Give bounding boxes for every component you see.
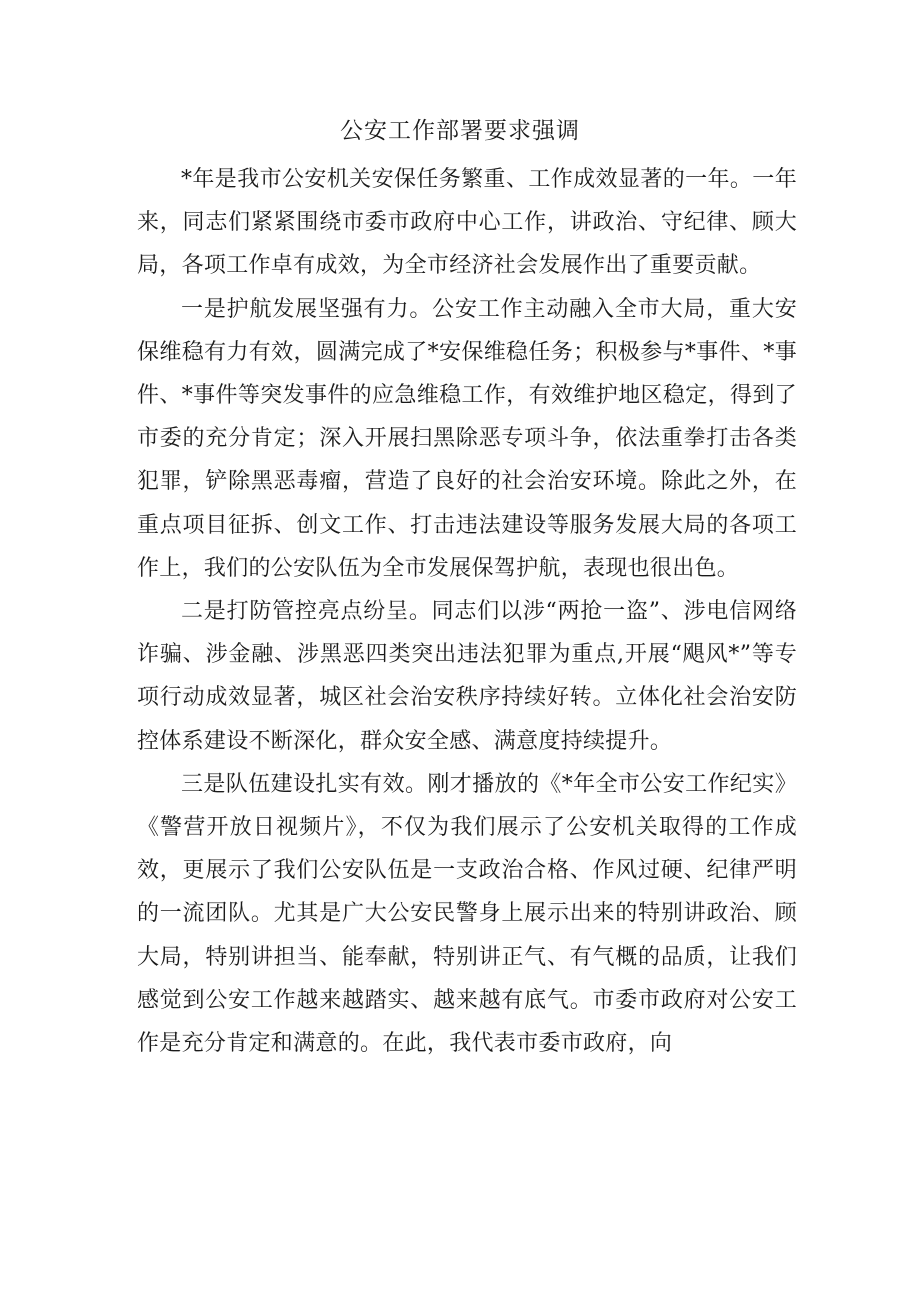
paragraph-point-one: 一是护航发展坚强有力。公安工作主动融入全市大局，重大安保维稳有力有效，圆满完成了*安保维稳任务；积极参与*事件、*事件、*事件等突发事件的应急维稳工作，有效维护地区稳定，得到了市委的充分肯定；深入开展扫黑除恶专项斗争，依法重拳打击各类犯罪，铲除黑恶毒瘤，营造了良好的社会治安环境。除此之外，在重点项目征拆、创文工作、打击违法建设等服务发展大局的各项工作上，我们的公安队伍为全市发展保驾护航，表现也很出色。 [137,296,797,581]
document-title: 公安工作部署要求强调 [340,118,580,144]
paragraph-intro: *年是我市公安机关安保任务繁重、工作成效显著的一年。一年来，同志们紧紧围绕市委市政府中心工作，讲政治、守纪律、顾大局，各项工作卓有成效，为全市经济社会发展作出了重要贡献。 [137,167,797,279]
paragraph-point-two: 二是打防管控亮点纷呈。同志们以涉“两抢一盗”、涉电信网络诈骗、涉金融、涉黑恶四类突出违法犯罪为重点,开展“飓风*”等专项行动成效显著，城区社会治安秩序持续好转。立体化社会治安防控体系建设不断深化，群众安全感、满意度持续提升。 [137,599,797,754]
document-body [137,158,797,1065]
paragraph-point-three: 三是队伍建设扎实有效。刚才播放的《*年全市公安工作纪实》《警营开放日视频片》，不仅为我们展示了公安机关取得的工作成效，更展示了我们公安队伍是一支政治合格、作风过硬、纪律严明的一流团队。尤其是广大公安民警身上展示出来的特别讲政治、顾大局，特别讲担当、能奉献，特别讲正气、有气概的品质，让我们感觉到公安工作越来越踏实、越来越有底气。市委市政府对公安工作是充分肯定和满意的。在此，我代表市委市政府，向 [137,771,797,1057]
